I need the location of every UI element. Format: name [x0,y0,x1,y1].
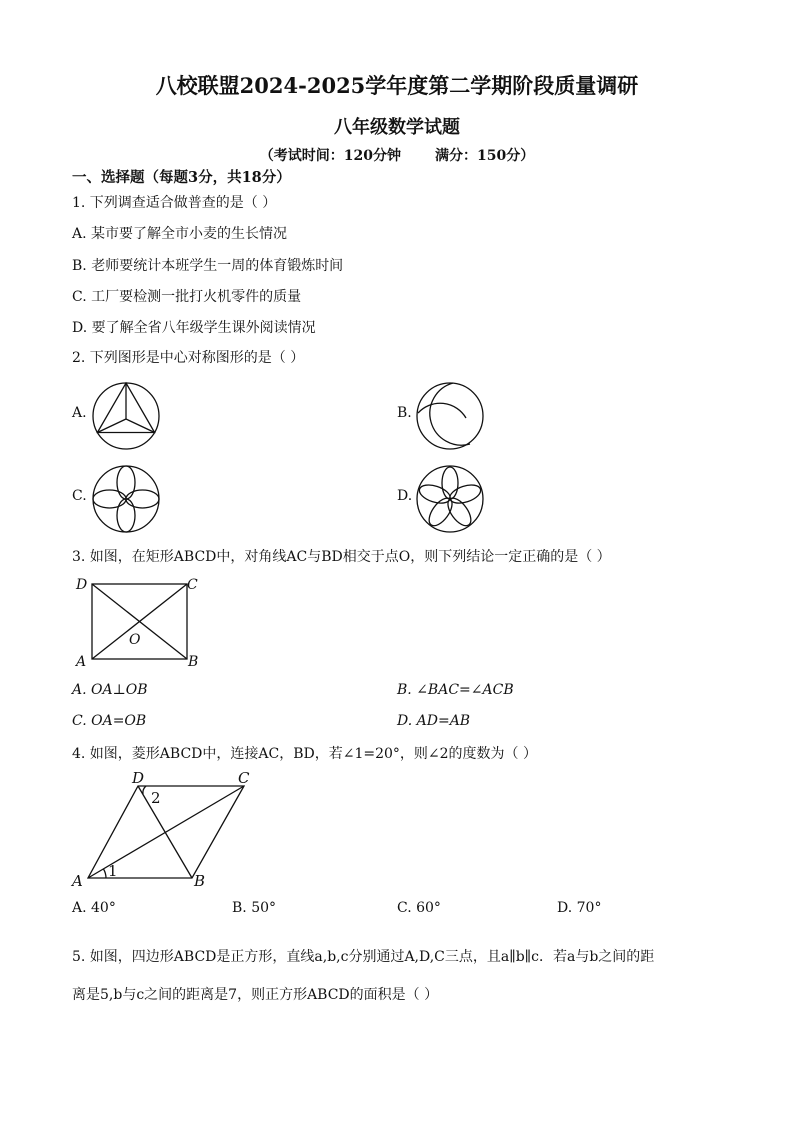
q4-rhombus-figure [66,766,266,892]
q4-label-a: A [72,872,83,890]
q2-stem: 2. 下列图形是中心对称图形的是（ ） [72,350,305,366]
exam-subtitle: 八年级数学试题 [334,117,460,138]
q3-option-c: C. OA=OB [72,713,147,729]
exam-time: （考试时间：120分钟 [259,148,401,164]
q4-stem: 4. 如图，菱形ABCD中，连接AC，BD，若∠1=20°，则∠2的度数为（ ） [72,746,538,762]
q2-figure-c [90,463,162,535]
q3-label-c: C [187,577,198,593]
q3-option-a: A. OA⊥OB [72,682,148,698]
q3-label-o: O [129,632,141,648]
q1-option-a: A. 某市要了解全市小麦的生长情况 [72,226,288,242]
exam-title: 八校联盟2024-2025学年度第二学期阶段质量调研 [155,73,639,98]
q3-label-b: B [188,654,199,670]
q4-angle-1-label: 1 [108,862,118,880]
q4-label-c: C [238,769,250,787]
q2-figure-d [414,463,486,535]
q4-label-b: B [194,872,206,890]
q1-option-d: D. 要了解全省八年级学生课外阅读情况 [72,320,316,336]
exam-score: 满分：150分） [435,148,535,164]
q4-option-c: C. 60° [397,900,441,916]
q1-stem: 1. 下列调查适合做普查的是（ ） [72,195,277,211]
q3-option-d: D. AD=AB [397,713,471,729]
q4-label-d: D [132,769,145,787]
q3-stem: 3. 如图，在矩形ABCD中，对角线AC与BD相交于点O，则下列结论一定正确的是（ ） [72,549,611,565]
q3-option-b: B. ∠BAC=∠ACB [397,682,514,698]
q4-option-b: B. 50° [232,900,277,916]
q1-option-c: C. 工厂要检测一批打火机零件的质量 [72,289,302,305]
q2-option-a-label: A. [72,405,87,421]
q2-option-c-label: C. [72,488,87,504]
q2-option-d-label: D. [397,488,413,504]
q2-figure-a [90,380,162,452]
q3-label-d: D [76,577,88,593]
q3-rectangle-figure [72,572,212,672]
q1-option-b: B. 老师要统计本班学生一周的体育锻炼时间 [72,258,344,274]
section-heading: 一、选择题（每题3分，共18分） [72,169,291,186]
q5-stem-line2: 离是5,b与c之间的距离是7，则正方形ABCD的面积是（ ） [72,987,439,1003]
q4-option-d: D. 70° [557,900,602,916]
q2-option-b-label: B. [397,405,412,421]
q4-option-a: A. 40° [72,900,116,916]
exam-meta [0,145,794,165]
q2-figure-b [414,380,486,452]
q3-label-a: A [76,654,87,670]
q5-stem-line1: 5. 如图，四边形ABCD是正方形，直线a,b,c分别通过A,D,C三点，且a∥b∥c．若a与b之间的距 [72,949,655,965]
q4-angle-2-label: 2 [151,789,161,807]
